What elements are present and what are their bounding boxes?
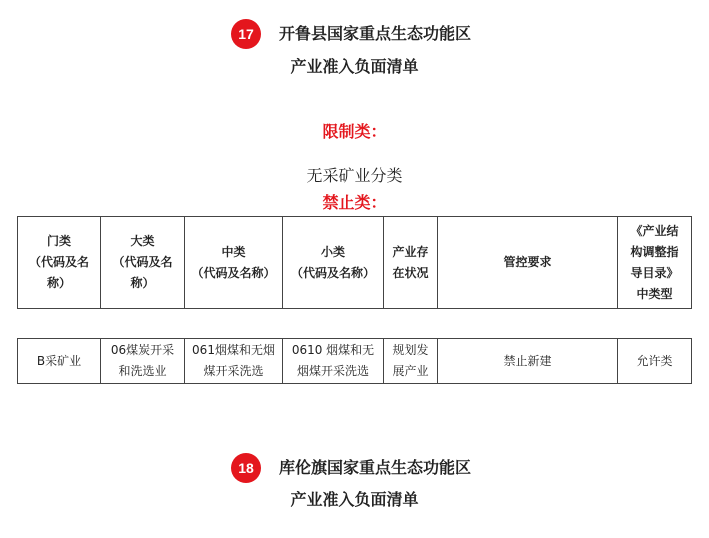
- cell-control: 禁止新建: [438, 339, 618, 384]
- header-xiao-lei: 小类 （代码及名称）: [283, 217, 384, 309]
- section-title: 开鲁县国家重点生态功能区: [279, 24, 472, 43]
- cell-men-lei: B采矿业: [18, 339, 101, 384]
- prohibited-label: 禁止类：: [322, 193, 387, 212]
- header-men-lei: 门类 （代码及名 称）: [18, 217, 101, 309]
- section-number-badge: 18: [231, 453, 261, 483]
- section-18-heading: [0, 453, 709, 483]
- restricted-note: 无采矿业分类: [306, 166, 403, 185]
- negative-list-data-table: [17, 338, 692, 384]
- cell-da-lei: 06煤炭开采 和洗选业: [101, 339, 185, 384]
- header-status: 产业存 在状况: [384, 217, 438, 309]
- negative-list-header-table: [17, 216, 692, 309]
- section-17-heading: [0, 19, 709, 49]
- table-row: [18, 339, 692, 384]
- header-da-lei: 大类 （代码及名 称）: [101, 217, 185, 309]
- cell-status: 规划发 展产业: [384, 339, 438, 384]
- table-header-row: [18, 217, 692, 309]
- section-subtitle: 产业准入负面清单: [290, 490, 419, 509]
- section-number-badge: 17: [231, 19, 261, 49]
- cell-catalog-type: 允许类: [618, 339, 692, 384]
- cell-xiao-lei: 0610 烟煤和无 烟煤开采洗选: [283, 339, 384, 384]
- cell-zhong-lei: 061烟煤和无烟 煤开采洗选: [185, 339, 283, 384]
- section-subtitle: 产业准入负面清单: [290, 57, 419, 76]
- header-control: 管控要求: [438, 217, 618, 309]
- header-catalog-type: 《产业结 构调整指 导目录》 中类型: [618, 217, 692, 309]
- restricted-label: 限制类：: [322, 122, 387, 141]
- section-title: 库伦旗国家重点生态功能区: [279, 458, 472, 477]
- header-zhong-lei: 中类 （代码及名称）: [185, 217, 283, 309]
